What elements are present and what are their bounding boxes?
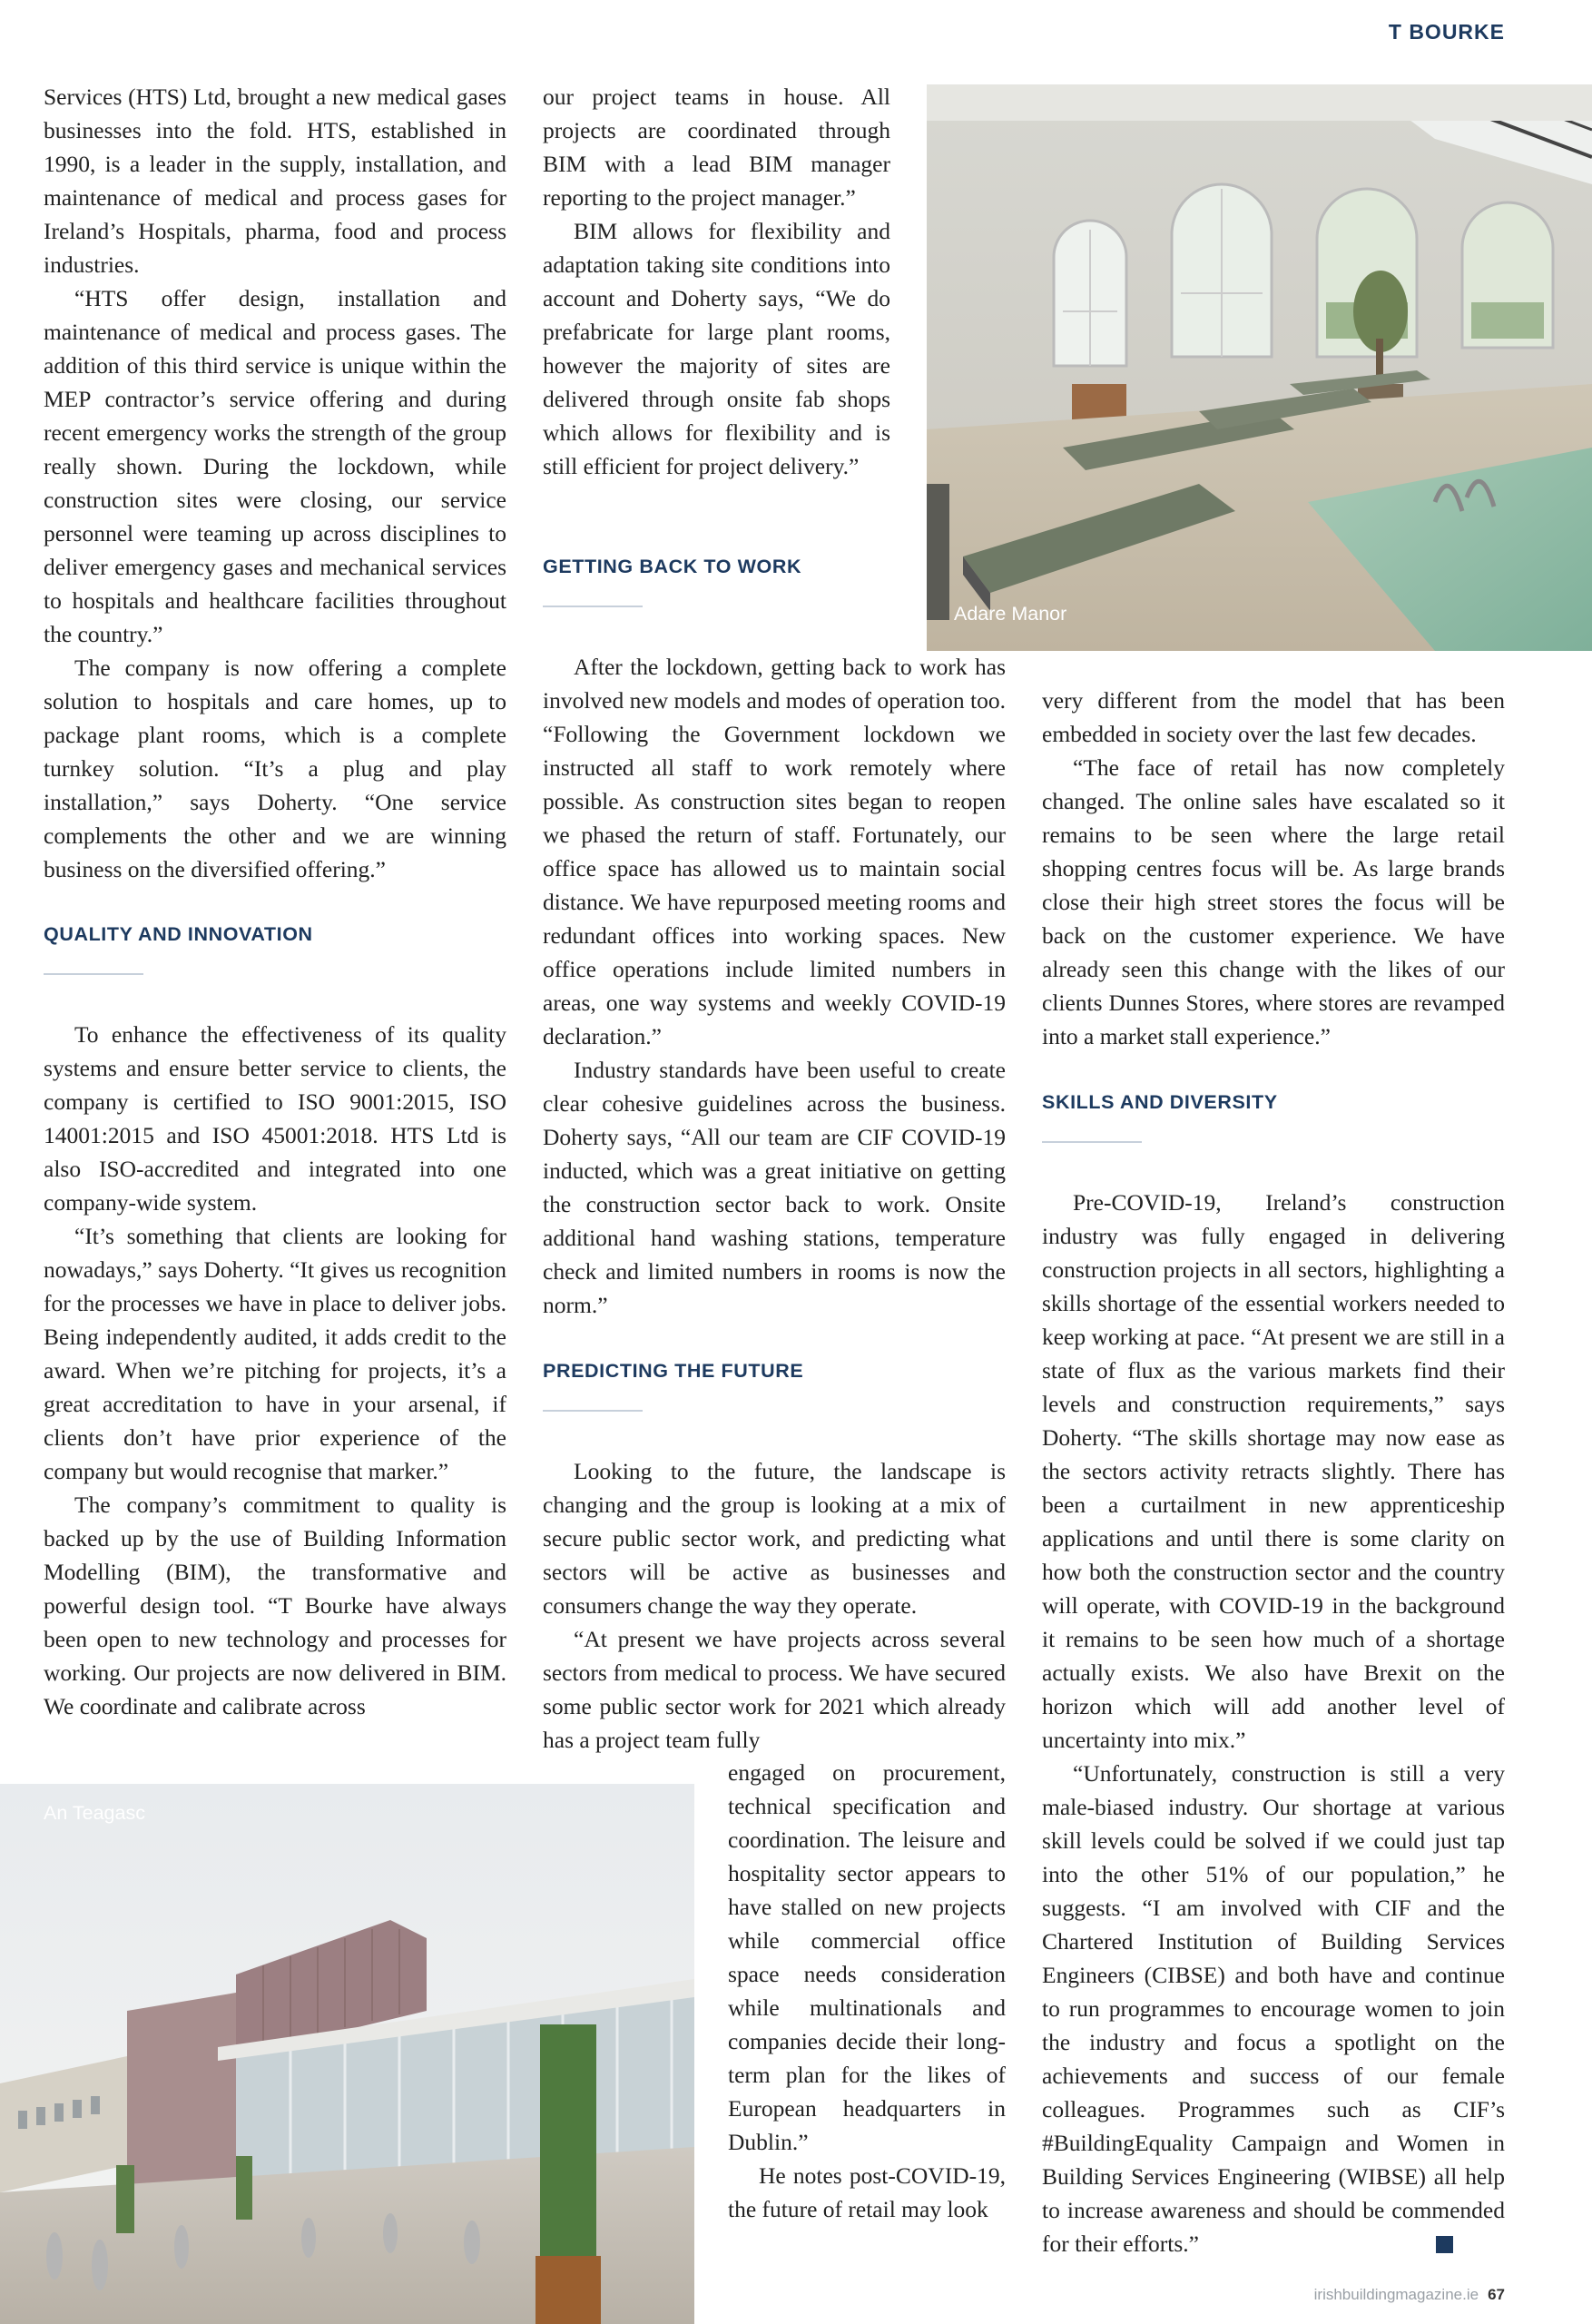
section-heading-block [543, 1359, 803, 1412]
end-mark [1436, 2236, 1453, 2253]
paragraph: “The face of retail has now completely changed. The online sales have escalated so it remains to be seen where the large retail shopping centres focus will be. As large brands close their high street stores the focus will be back on the customer experience. We have already seen this change with the likes of our clients Dunnes Stores, where stores are revamped into a market stall experience.” [1042, 754, 1505, 1049]
column-2-wrap [728, 1756, 1006, 2226]
section-heading: QUALITY AND INNOVATION [44, 923, 313, 945]
section-heading: PREDICTING THE FUTURE [543, 1360, 804, 1382]
paragraph: The company is now offering a complete solution to hospitals and care homes, up to package plant rooms, which is a complete turnkey solution. “It’s a plug and play installation,” says Doherty. “One service complements the other and we are winning business on the diversified offering.” [44, 655, 506, 882]
paragraph: The company’s commitment to quality is backed up by the use of Building Information Modelling (BIM), the transformative and powerful design tool. “T Bourke have always been open to new technology and processes for working. Our projects are now delivered in BIM. We coordinate and calibrate across [44, 1492, 506, 1719]
paragraph: Industry standards have been useful to create clear cohesive guidelines across the business. Doherty says, “All our team are CIF COVID-19 inducted, which was a great initiative on getting the construction sector back to work. Onsite additional hand washing stations, temperature check and limited numbers in rooms is now the norm.” [543, 1057, 1006, 1318]
paragraph: Pre-COVID-19, Ireland’s construction industry was fully engaged in delivering construction projects in all sectors, highlighting a skills shortage of the essential workers needed to keep working at pace. “At present we are still in a state of flux as the various markets find their levels and construction requirements,” says Doherty. “The skills shortage may now ease as the sectors activity retracts slightly. There has been a curtailment in new apprenticeship applications and until there is some clarity on how both the construction sector and the country will operate, with COVID-19 in the background it remains to be seen how much of a shortage actually exists. We also have Brexit on the horizon which will add another level of uncertainty into mix.” [1042, 1189, 1505, 1753]
heading-rule [543, 606, 643, 607]
building-photo [0, 1784, 694, 2324]
paragraph: He notes post-COVID-19, the future of retail may look [728, 2162, 1006, 2222]
column-2-top [543, 80, 890, 483]
column-2-lower [543, 1454, 1006, 1757]
paragraph: “At present we have projects across several sectors from medical to process. We have secured some public sector work for 2021 which already has a project team fully [543, 1626, 1006, 1753]
footer-site: irishbuildingmagazine.ie [1313, 2286, 1479, 2303]
running-title: T BOURKE [1388, 20, 1505, 44]
column-2-middle [543, 650, 1006, 1322]
paragraph: Looking to the future, the landscape is changing and the group is looking at a mix of secure public sector work, and predicting what sectors will be active as businesses and consumers change the way they operate. [543, 1458, 1006, 1619]
page-footer [1314, 2286, 1505, 2304]
column-3 [1042, 684, 1505, 1053]
paragraph: very different from the model that has been embedded in society over the last few decades. [1042, 687, 1505, 747]
pool-photo-illustration [927, 84, 1592, 651]
column-1 [44, 80, 506, 886]
section-heading-block [1042, 1090, 1278, 1143]
paragraph: “Unfortunately, construction is still a very male-biased industry. Our shortage at various skill levels could be solved if we could just tap into the other 51% of our population,” he suggests. “I am involved with CIF and the Chartered Institution of Building Services Engineers (CIBSE) and both have and continue to run programmes to encourage women to join the industry and focus a spotlight on the achievements and success of our female colleagues. Programmes such as CIF’s #BuildingEquality Campaign and Women in Building Services Engineering (WIBSE) all help to increase awareness and should be commended for their efforts.” [1042, 1760, 1505, 2257]
column-3-lower [1042, 1186, 1505, 2260]
photo-caption: Adare Manor [954, 603, 1067, 625]
paragraph: “HTS offer design, installation and maintenance of medical and process gases. The addition of this third service is unique within the MEP contractor’s service offering and during recent emergency works the strength of the group really shown. During the lockdown, while construction sites were closing, our service personnel were teaming up across disciplines to deliver emergency gases and mechanical services to hospitals and healthcare facilities throughout the country.” [44, 285, 506, 647]
paragraph: engaged on procurement, technical specification and coordination. The leisure and hospitality sector appears to have stalled on new projects while commercial office space needs consideration while multinationals and companies decide their long-term plan for the likes of European headquarters in Dublin.” [728, 1759, 1006, 2155]
column-1-lower [44, 1018, 506, 1723]
section-heading-block [543, 555, 801, 607]
page-number: 67 [1488, 2286, 1505, 2303]
section-heading: GETTING BACK TO WORK [543, 556, 802, 577]
photo-caption: An Teagasc [44, 1802, 145, 1824]
section-heading-block [44, 922, 313, 975]
paragraph: After the lockdown, getting back to work has involved new models and modes of operation too. “Following the Government lockdown we instructed all staff to work remotely where possible. As construction sites began to reopen we phased the return of staff. Fortunately, our office space has allowed us to maintain social distance. We have repurposed meeting rooms and redundant offices into working spaces. New office operations include limited numbers in areas, one way systems and weekly COVID-19 declaration.” [543, 654, 1006, 1049]
building-photo-illustration [0, 1784, 694, 2324]
paragraph: “It’s something that clients are looking for nowadays,” says Doherty. “It gives us recognition for the processes we have in place to deliver jobs. Being independently audited, it adds credit to the award. When we’re pitching for projects, it’s a great accreditation to have in your arsenal, if clients don’t have prior experience of the company but would recognise that marker.” [44, 1223, 506, 1484]
heading-rule [543, 1410, 643, 1412]
pool-photo [927, 84, 1592, 651]
heading-rule [1042, 1141, 1142, 1143]
section-heading: SKILLS AND DIVERSITY [1042, 1091, 1278, 1113]
paragraph: BIM allows for flexibility and adaptation taking site conditions into account and Doherty says, “We do prefabricate for large plant rooms, however the majority of sites are delivered through onsite fab shops which allows for flexibility and is still efficient for project delivery.” [543, 218, 890, 479]
paragraph: our project teams in house. All projects are coordinated through BIM with a lead BIM manager reporting to the project manager.” [543, 84, 890, 211]
paragraph: To enhance the effectiveness of its quality systems and ensure better service to clients, the company is certified to ISO 9001:2015, ISO 14001:2015 and ISO 45001:2018. HTS Ltd is also ISO-accredited and integrated into one company-wide system. [44, 1021, 506, 1216]
paragraph: Services (HTS) Ltd, brought a new medical gases businesses into the fold. HTS, established in 1990, is a leader in the supply, installation, and maintenance of medical and process gases for Ireland’s Hospitals, pharma, food and process industries. [44, 84, 506, 278]
heading-rule [44, 973, 143, 975]
